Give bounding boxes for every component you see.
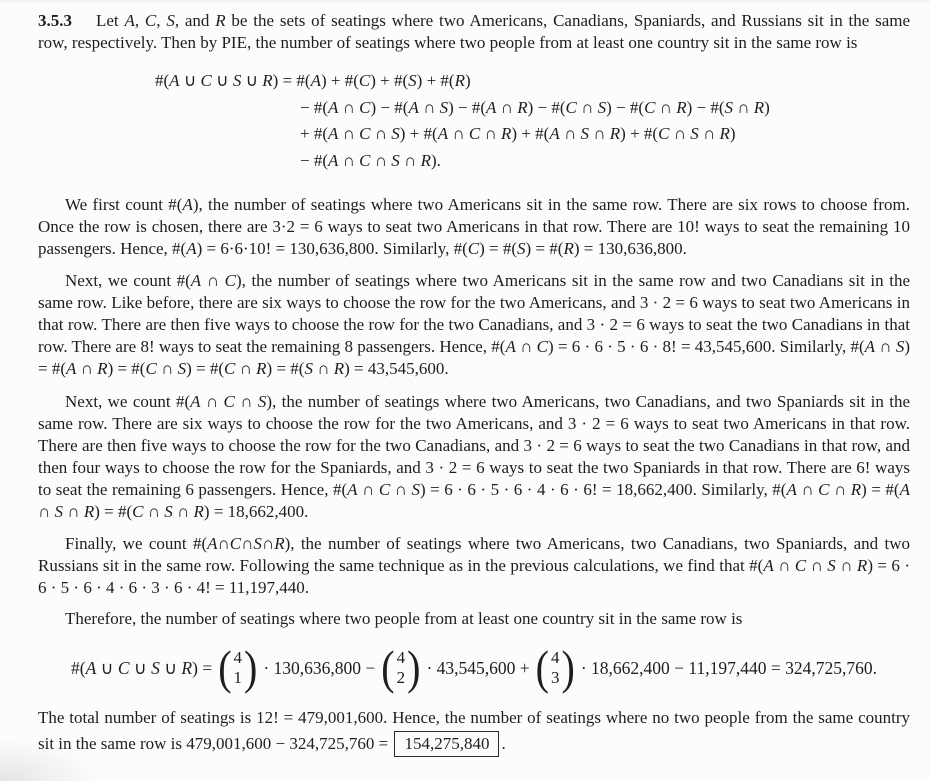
binomial-top: 4 <box>233 648 243 667</box>
paragraph-count-acs: Next, we count #(A ∩ C ∩ S), the number of seatings where two Americans, two Canadians, and two Spaniards sit in the same row. There are six ways to choose the row for the two Americans, and 3 · 2 = 6 ways to seat two Americans in that row. There are then five ways to choose the row for the two Canadians, and 3 · 2 = 6 ways to seat the two Canadians in that row, and then four ways to choose the row for the Spaniards, and 3 · 2 = 6 ways to seat the two Spaniards in that row. There are 6! ways to seat the remaining 6 passengers. Hence, #(A ∩ C ∩ S) = 6 · 6 · 5 · 6 · 4 · 6 · 6! = 18,662,400. Similarly, #(A ∩ C ∩ R) = #(A ∩ S ∩ R) = #(C ∩ S ∩ R) = 18,662,400. <box>38 392 910 521</box>
binomial-stack <box>395 648 408 688</box>
left-paren: ( <box>381 640 395 694</box>
binomial-bottom: 1 <box>233 668 243 687</box>
pie-equation-line-4: − #(A ∩ C ∩ S ∩ R). <box>300 150 441 170</box>
left-paren: ( <box>535 640 549 694</box>
final-equation-term-2: · 43,545,600 + <box>426 657 530 678</box>
pie-expansion-equation <box>155 68 910 174</box>
pie-equation-line-3: + #(A ∩ C ∩ S) + #(A ∩ C ∩ R) + #(A ∩ S ∩ R) + #(C ∩ S ∩ R) <box>300 124 736 143</box>
final-computation-equation <box>38 633 910 703</box>
pie-equation-line-2: − #(A ∩ C) − #(A ∩ S) − #(A ∩ R) − #(C ∩ S) − #(C ∩ R) − #(S ∩ R) <box>300 97 770 117</box>
binomial-bottom: 3 <box>550 668 560 687</box>
right-paren: ) <box>244 640 258 694</box>
conclusion-paragraph <box>38 705 910 757</box>
paragraph-count-a: We first count #(A), the number of seatings where two Americans sit in the same row. There are six rows to choose from. Once the row is chosen, there are 3·2 = 6 ways to seat two Americans in that row. There are 10! ways to seat the remaining 10 passengers. Hence, #(A) = 6·6·10! = 130,636,800. Similarly, #(C) = #(S) = #(R) = 130,636,800. <box>38 195 910 258</box>
conclusion-text: The total number of seatings is 12! = 479,001,600. Hence, the number of seatings where no two people from the same country sit in the same row is 479,001,600 − 324,725,760 = <box>38 708 910 753</box>
conclusion-period: . <box>501 734 506 753</box>
final-equation-lhs: #(A ∪ C ∪ S ∪ R) = <box>71 657 213 678</box>
binomial-stack <box>549 648 562 688</box>
paragraph-therefore: Therefore, the number of seatings where two people from at least one country sit in the same row is <box>65 609 743 628</box>
binomial-top: 4 <box>396 648 406 667</box>
right-paren: ) <box>407 640 421 694</box>
left-paren: ( <box>218 640 232 694</box>
pie-equation-line-1: #(A ∪ C ∪ S ∪ R) = #(A) + #(C) + #(S) + #(R) <box>155 71 471 90</box>
binomial-stack <box>232 648 245 688</box>
final-answer-box: 154,275,840 <box>394 731 499 757</box>
problem-number: 3.5.3 <box>38 11 72 30</box>
right-paren: ) <box>561 640 575 694</box>
binomial-top: 4 <box>550 648 560 667</box>
intro-paragraph <box>38 10 910 54</box>
binomial-4-choose-2 <box>381 640 421 694</box>
final-equation-term-1: · 130,636,800 − <box>263 657 376 678</box>
binomial-4-choose-3 <box>535 640 575 694</box>
intro-text: Let A, C, S, and R be the sets of seatings where two Americans, Canadians, Spaniards, and Russians sit in the same row, respectively. Then by PIE, the number of seatings where two people from at least one country sit in the same row is <box>38 11 911 52</box>
paragraph-count-acsr: Finally, we count #(A∩C∩S∩R), the number of seatings where two Americans, two Canadians, two Spaniards, and two Russians sit in the same row. Following the same technique as in the previous calculations, we find that #(A ∩ C ∩ S ∩ R) = 6 · 6 · 5 · 6 · 4 · 6 · 3 · 6 · 4! = 11,197,440. <box>38 534 910 597</box>
binomial-bottom: 2 <box>396 668 406 687</box>
binomial-4-choose-1 <box>218 640 258 694</box>
paragraph-count-ac: Next, we count #(A ∩ C), the number of seatings where two Americans sit in the same row and two Canadians sit in the same row. Like before, there are six ways to choose the row for the two Americans, and 3 · 2 = 6 ways to seat two Americans in that row. There are then five ways to choose the row for the two Canadians, and 3 · 2 = 6 ways to seat the two Canadians in that row. There are 8! ways to seat the remaining 8 passengers. Hence, #(A ∩ C) = 6 · 6 · 5 · 6 · 8! = 43,545,600. Similarly, #(A ∩ S) = #(A ∩ R) = #(C ∩ S) = #(C ∩ R) = #(S ∩ R) = 43,545,600. <box>38 271 911 378</box>
final-equation-term-3: · 18,662,400 − 11,197,440 = 324,725,760. <box>580 657 877 678</box>
